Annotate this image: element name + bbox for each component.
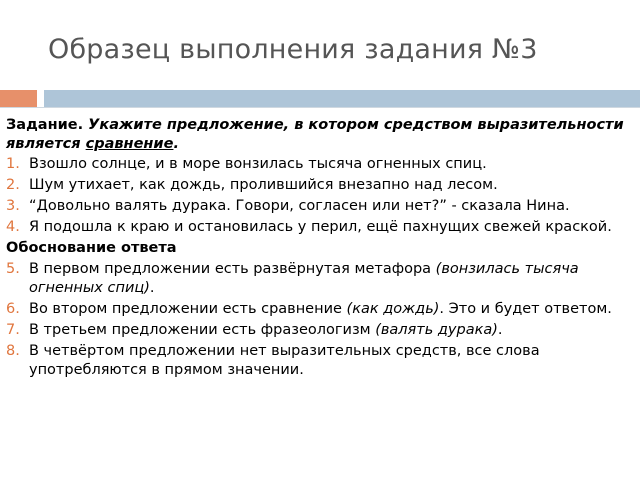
title-rule-orange	[0, 90, 37, 107]
answer-after: .	[149, 280, 155, 296]
list-number: 6.	[6, 301, 20, 317]
answer-list	[6, 260, 632, 380]
answer-text: Во втором предложении есть сравнение	[29, 301, 342, 317]
list-number: 1.	[6, 156, 20, 172]
list-number: 2.	[6, 177, 20, 193]
sentence-text: Шум утихает, как дождь, пролившийся внезапно над лесом.	[29, 177, 498, 193]
task-question: Укажите предложение, в котором средством выразительности является	[6, 117, 624, 152]
list-number: 7.	[6, 322, 20, 338]
list-number: 5.	[6, 261, 20, 277]
answer-text: В третьем предложении есть фразеологизм	[29, 322, 371, 338]
answer-quote: (вонзилась тысяча огненных спиц)	[29, 261, 579, 296]
list-item	[6, 321, 632, 340]
list-number: 8.	[6, 343, 20, 359]
list-item	[6, 155, 632, 174]
list-item	[6, 197, 632, 216]
list-number: 3.	[6, 198, 20, 214]
task-statement	[6, 116, 632, 154]
task-label: Задание.	[6, 117, 84, 133]
title-rule-line	[0, 107, 640, 108]
list-item	[6, 176, 632, 195]
sentence-text: Взошло солнце, и в море вонзилась тысяча огненных спиц.	[29, 156, 487, 172]
list-number: 4.	[6, 219, 20, 235]
list-item	[6, 218, 632, 237]
sentence-text: “Довольно валять дурака. Говори, согласен или нет?” - сказала Нина.	[29, 198, 570, 214]
task-end: .	[173, 136, 179, 152]
answer-quote: (валять дурака)	[375, 322, 498, 338]
list-item	[6, 300, 632, 319]
title-rule-blue	[44, 90, 640, 107]
answer-quote: (как дождь)	[346, 301, 440, 317]
sentence-list	[6, 155, 632, 237]
task-keyword: сравнение	[85, 136, 174, 152]
answer-text: В четвёртом предложении нет выразительных средств, все слова употребляются в прямом значении.	[29, 343, 540, 378]
list-item	[6, 342, 632, 380]
list-item	[6, 260, 632, 298]
slide-body	[6, 116, 632, 382]
slide-title: Образец выполнения задания №3	[48, 34, 538, 65]
answer-text: В первом предложении есть развёрнутая метафора	[29, 261, 432, 277]
answer-heading: Обоснование ответа	[6, 240, 177, 256]
sentence-text: Я подошла к краю и остановилась у перил, ещё пахнущих свежей краской.	[29, 219, 612, 235]
answer-after: . Это и будет ответом.	[439, 301, 612, 317]
answer-after: .	[497, 322, 503, 338]
